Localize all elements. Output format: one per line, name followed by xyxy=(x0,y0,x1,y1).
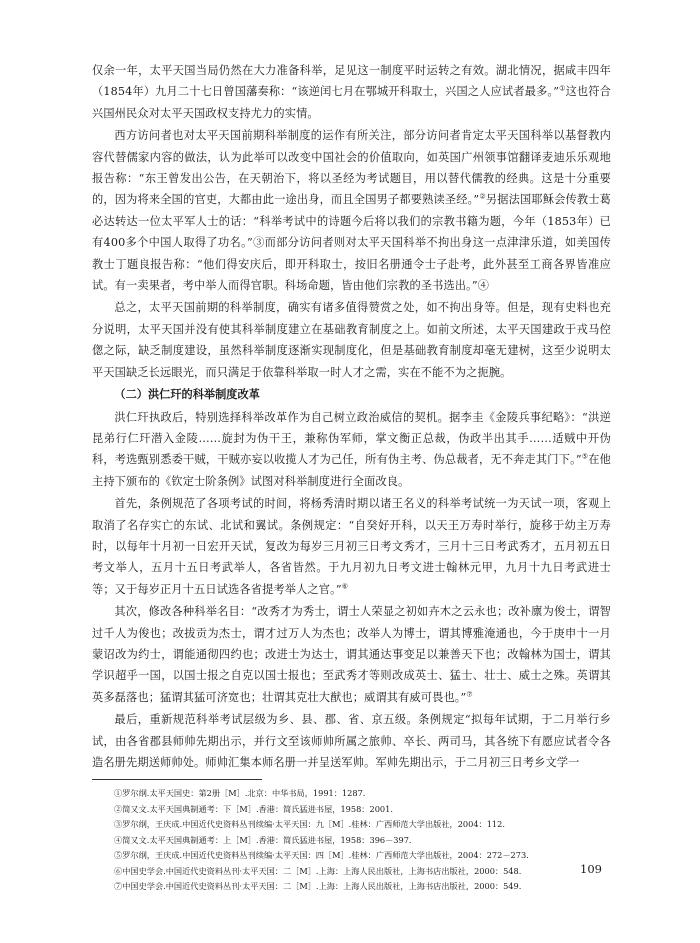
footnote-item: ②简又文.太平天国典制通考：下［M］.香港：简氏猛进书屋，1958：2001. xyxy=(114,803,393,814)
paragraph-text: 其次，修改各种科举名目：“改秀才为秀士，谓士人荣显之初如卉木之云永也；改补廪为俊士，谓智过千人为俊也；改拔贡为杰士，谓才过万人为杰也；改举人为博士，谓其博雅淹通也，今于庚申十一月蒙诏改为约士，谓能通彻四约也；改进士为达士，谓其通达事变足以兼善天下也；改翰林为国士，谓其学识超乎一国，以国士报之自克以国士报也；至武秀才等则改成英士、猛士、壮士、威士之殊。英谓其英多磊落也；猛谓其猛可济宽也；壮谓其克壮大猷也；威谓其有威可畏也。” xyxy=(92,605,611,704)
page-body xyxy=(92,60,611,895)
footnote-item: ④简又文.太平天国典制通考：上［M］.香港：简氏猛进书屋，1958：396－397. xyxy=(114,834,412,845)
body-paragraph xyxy=(92,493,611,600)
section-heading: （二）洪仁玕的科举制度改革 xyxy=(114,388,260,402)
paragraph-text: 仅余一年，太平天国当局仍然在大力准备科举，足见这一制度平时运转之有效。湖北情况，据咸丰四年（1854年）九月二十七日曾国藩奏称：“该逆闰七月在鄂城开科取士，兴国之人应试者最多。” xyxy=(92,64,611,99)
footnote-item: ⑤罗尔纲，王庆成.中国近代史资料丛刊续编·太平天国：四［M］.桂林：广西师范大学出版社，2004：272－273. xyxy=(114,850,529,861)
body-paragraph xyxy=(92,407,611,493)
body-paragraph xyxy=(92,601,611,708)
paragraph-text: 总之，太平天国前期的科举制度，确实有诸多值得赞赏之处，如不拘出身等。但是，现有史料也充分说明，太平天国并没有使其科举制度建立在基础教育制度之上。如前文所述，太平天国建政于戎马倥偬之际，缺乏制度建设，虽然科举制度逐渐实现制度化，但是基础教育制度却毫无建树，这至少说明太平天国缺乏长远眼光，而只满足于依靠科举取一时人才之需，实在不能不为之扼腕。 xyxy=(92,301,611,379)
body-paragraph xyxy=(92,709,611,773)
body-paragraph xyxy=(92,60,611,124)
footnote-list xyxy=(92,786,611,895)
page-number: 109 xyxy=(580,862,602,876)
paragraph-text: 洪仁玕执政后，特别选择科举改革作为自己树立政治威信的契机。据李圭《金陵兵事纪略》：“洪逆昆弟行仁玕潜入金陵……旋封为伪干王，兼称伪军师，掌文衡正总裁，伪政半出其手……适贼中开伪科，考选甄别悉委干贼，干贼亦妄以收揽人才为己任，所有伪主考、伪总裁者，无不奔走其门下。” xyxy=(92,410,611,467)
footnote-divider xyxy=(92,779,262,780)
paragraph-text: 这也符合兴国州民众对太平天国政权支持尤力的实情。 xyxy=(92,85,611,120)
footnote-item: ⑥中国史学会.中国近代史资料丛刊·太平天国：二［M］.上海：上海人民出版社，上海书店出版社，2000：548. xyxy=(114,865,522,876)
footnote-ref[interactable]: ⑥ xyxy=(341,582,349,591)
footnote-item: ③罗尔纲，王庆成.中国近代史资料丛刊续编·太平天国：九［M］.桂林：广西师范大学出版社，2004：112. xyxy=(114,819,505,830)
footnote-ref[interactable]: ⑤ xyxy=(581,452,589,461)
body-paragraph xyxy=(92,125,611,296)
footnote-ref[interactable]: ⑦ xyxy=(466,690,473,699)
footnote-item: ①罗尔纲.太平天国史：第2册［M］.北京：中华书局，1991：1287. xyxy=(114,788,366,799)
paragraph-text: 首先，条例规范了各项考试的时间，将杨秀清时期以诸王名义的科举考试统一为天试一项，客观上取消了名存实亡的东试、北试和翼试。条例规定：“自癸好开科，以天王万寿时举行，旋移于幼主万寿时，以每年十月初一日宏开天试，复改为每岁三月初三日考文秀才，三月十三日考武秀才，五月初五日考文举人，五月十五日考武举人，各省皆然。于九月初九日考文进士翰林元甲，九月十九日考武进士等；又于每岁正月十五日试选各省提考举人之官。” xyxy=(92,497,611,596)
footnote-item: ⑦中国史学会.中国近代史资料丛刊·太平天国：二［M］.上海：上海人民出版社，上海书店出版社，2000：549. xyxy=(114,881,522,892)
footnote-ref[interactable]: ② xyxy=(479,192,486,201)
paragraph-text: 另据法国耶稣会传教士葛必达转达一位太平军人士的话：“科举考试中的诗题今后将以我们的宗教书籍为题，今年（1853年）已有400多个中国人取得了功名。”③而部分访问者则对太平天国科举不拘出身这一点津津乐道，如美国传教士丁题良报告称：“他们得安庆后，即开科取士，按旧名册通令士子赴考，此外甚至工商各界皆准应试。有一卖果者，考中举人而得官职。科场命题，皆由他们宗教的圣书选出。”④ xyxy=(92,193,611,293)
paragraph-text: 西方访问者也对太平天国前期科举制度的运作有所关注，部分访问者肯定太平天国科举以基督教内容代替儒家内容的做法，认为此举可以改变中国社会的价值取向，如英国广州领事馆翻译麦迪乐乐观地报告称：“东王曾发出公告，在天朝治下，将以圣经为考试题目，用以替代儒教的经典。这是十分重要的，因为将来全国的官吏，大都由此一途出身，而且全国男子都要熟读圣经。” xyxy=(92,129,611,207)
footnote-ref[interactable]: ① xyxy=(559,84,566,93)
paragraph-text: 在他主持下颁布的《钦定士阶条例》试图对科举制度进行全面改良。 xyxy=(92,453,611,488)
paragraph-text: 最后，重新规范科举考试层级为乡、县、郡、省、京五级。条例规定“拟每年试期，于二月举行乡试，由各省郡县师帅先期出示，并行文至该师帅所属之旅帅、卒长、两司马，其各统下有愿应试者令各造名册先期送师帅处。师帅汇集本师名册一并呈送军帅。军帅先期出示，于二月初三日考乡文学一 xyxy=(92,713,611,769)
body-paragraph xyxy=(92,297,611,383)
